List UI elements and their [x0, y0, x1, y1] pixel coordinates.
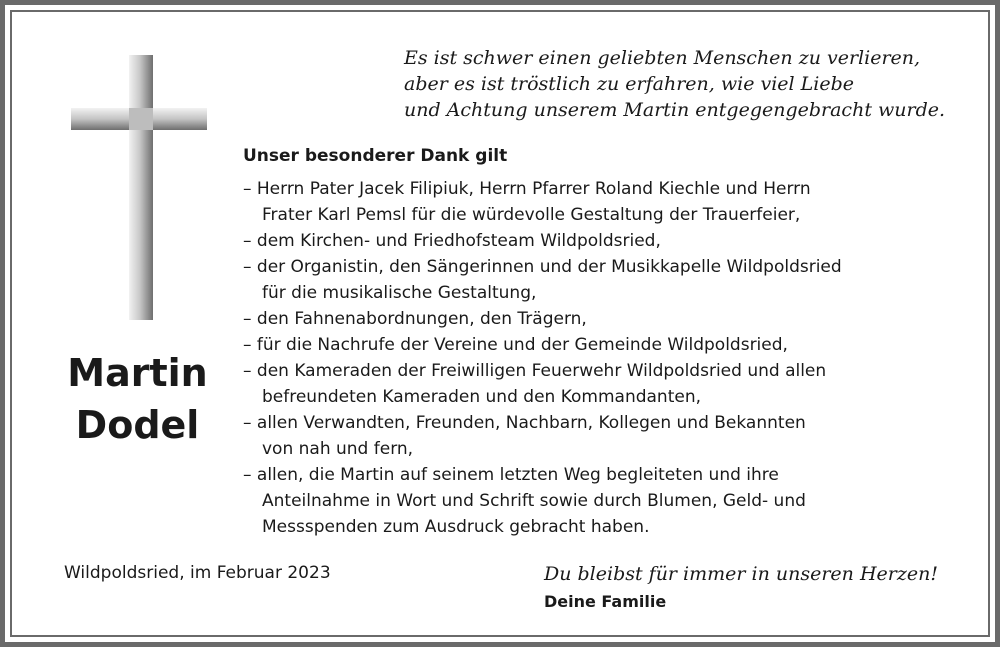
- quote-line: Es ist schwer einen geliebten Menschen zu verlieren,: [404, 47, 921, 69]
- thanks-line: – für die Nachrufe der Vereine und der Gemeinde Wildpoldsried,: [243, 335, 788, 355]
- thanks-line: – der Organistin, den Sängerinnen und der Musikkapelle Wildpoldsried: [243, 257, 842, 277]
- thanks-line: – dem Kirchen- und Friedhofsteam Wildpoldsried,: [243, 231, 661, 251]
- thanks-line: – den Kameraden der Freiwilligen Feuerwehr Wildpoldsried und allen: [243, 361, 827, 381]
- thanks-line: – Herrn Pater Jacek Filipiuk, Herrn Pfarrer Roland Kiechle und Herrn: [243, 179, 811, 199]
- thanks-line: befreundeten Kameraden und den Kommandanten,: [262, 387, 702, 407]
- quote-line: aber es ist tröstlich zu erfahren, wie viel Liebe: [404, 73, 854, 95]
- thanks-line: Messspenden zum Ausdruck gebracht haben.: [262, 517, 650, 537]
- cross-icon: [71, 55, 207, 320]
- memorial-quote: [404, 45, 945, 123]
- thanks-line: Frater Karl Pemsl für die würdevolle Gestaltung der Trauerfeier,: [262, 205, 801, 225]
- thanks-line: für die musikalische Gestaltung,: [262, 283, 537, 303]
- signature: Deine Familie: [544, 592, 667, 611]
- quote-line: und Achtung unserem Martin entgegengebracht wurde.: [404, 99, 946, 121]
- thanks-line: Anteilnahme in Wort und Schrift sowie durch Blumen, Geld- und: [262, 491, 806, 511]
- place-date: Wildpoldsried, im Februar 2023: [64, 563, 331, 583]
- thanks-line: – allen Verwandten, Freunden, Nachbarn, Kollegen und Bekannten: [243, 413, 806, 433]
- thanks-line: – allen, die Martin auf seinem letzten Weg begleiteten und ihre: [243, 465, 779, 485]
- thanks-line: von nah und fern,: [262, 439, 414, 459]
- thanks-line: – den Fahnenabordnungen, den Trägern,: [243, 309, 587, 329]
- thanks-title: Unser besonderer Dank gilt: [243, 146, 508, 166]
- closing-line: Du bleibst für immer in unseren Herzen!: [544, 563, 938, 585]
- deceased-first-name: Martin: [67, 351, 208, 395]
- deceased-last-name: Dodel: [75, 403, 200, 447]
- thanks-list: [243, 176, 963, 540]
